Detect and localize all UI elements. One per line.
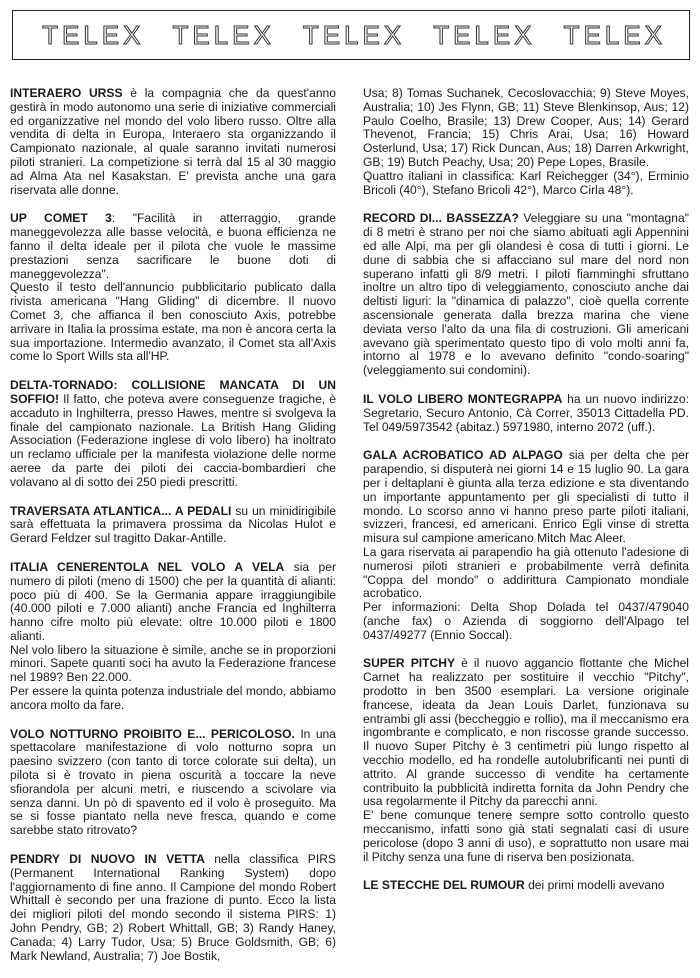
article-text: Quattro italiani in classifica: Karl Reichegger (34°), Erminio Bricoli (40°), Stefano Bricoli 42°), Marco Cirla 48°). (363, 168, 689, 197)
article-paragraph (363, 546, 689, 601)
article-headline: IL VOLO LIBERO MONTEGRAPPA (363, 391, 563, 406)
article-item (363, 879, 689, 893)
article-headline: GALA ACROBATICO AD ALPAGO (363, 448, 563, 463)
article-paragraph (363, 393, 689, 434)
article-item (10, 561, 336, 713)
article-text: In una spettacolare manifestazione di volo notturno sopra un paesino svizzero (con tanto di torce colorate sui delta), un pilota si è trovato in piena oscurità a toccare la neve sfiorandola per alcuni metri, e riuscendo a scivolare via senza danni. Un pò di spavento ed il volo è proseguito. Ma se si fosse piantato nella neve fresca, quando e come sarebbe stato ritrovato? (10, 726, 337, 838)
article-paragraph (10, 212, 336, 281)
article-item (363, 393, 689, 434)
article-text: E' bene comunque tenere sempre sotto controllo questo meccanismo, infatti sono già stati segnalati casi di usure pericolose (dopo 3 anni di uso), e soprattutto non usare mai il Pitchy senza una fune di riserva ben posizionata. (363, 808, 689, 864)
article-text: Per informazioni: Delta Shop Dolada tel 0437/479040 (anche fax) o Azienda di soggiorno dell'Alpago tel 0437/49277 (Ennio Soccal). (363, 600, 689, 642)
article-paragraph (10, 685, 336, 713)
article-paragraph (10, 87, 336, 197)
article-item (10, 505, 336, 546)
telex-header-box (12, 10, 690, 60)
article-text: è la compagnia che da quest'anno gestirà in modo autonomo una serie di iniziative commerciali ed organizzative nel mondo del volo libero russo. Oltre alla vendita di delta in Europa, Interaero sta organizzando il Campionato nazionale, al quale saranno invitati numerosi piloti stranieri. La competizione si terrà dal 15 al 30 maggio ad Alma Ata nel Kasakstan. E' prevista anche una gara riservata alle donne. (10, 86, 336, 197)
right-column (363, 87, 689, 908)
article-text: La gara riservata ai parapendio ha già ottenuto l'adesione di numerosi piloti stranieri e probabilmente verrà definita "Coppa del mondo" o addirittura Campionato mondiale acrobatico. (363, 544, 689, 601)
article-text: sia per delta che per parapendio, si disputerà nei giorni 14 e 15 luglio 90. La gara per i deltaplani è giunta alla terza edizione e sta diventando un importante appuntamento per gli specialisti di tutto il mondo. Lo scorso anno vi hanno preso parte piloti italiani, svizzeri, francesi, ed americani. Enrico Egli vinse di stretta misura sul campione americano Mitch Mac Aleer. (363, 448, 689, 546)
article-item (363, 449, 689, 642)
article-text: su un minidirigibile sarà effettuata la primavera prossima da Nicolas Hulot e Gerard Feldzer sul tragitto Dakar-Antille. (10, 503, 336, 546)
article-headline: VOLO NOTTURNO PROIBITO E... PERICOLOSO. (10, 726, 295, 741)
article-headline: DELTA-TORNADO: COLLISIONE MANCATA DI UN SOFFIO! (10, 378, 336, 406)
article-text: : "Facilità in atterraggio, grande maneggevolezza alle basse velocità, e buona efficienza ne fanno il delta ideale per il pilota che vuole le massime prestazioni senza sacrificare le buone doti di maneggevolezza". (10, 211, 336, 281)
article-paragraph (10, 644, 336, 685)
article-text: Nel volo libero la situazione è simile, anche se in proporzioni minori. Sapete quanti soci ha avuto la Federazione francese nel 1989? Ben 22.000. (10, 642, 336, 685)
article-paragraph (10, 281, 336, 364)
article-text: sia per numero di piloti (meno di 1500) che per la quantità di alianti: poco più di 400. Se la Germania appare irraggiungibile (40.000 piloti e 7.000 alianti) anche Francia ed Inghilterra hanno cifre molto più elevate: oltre 10.000 piloti e 1800 alianti. (10, 559, 336, 643)
article-text: Il fatto, che poteva avere conseguenze tragiche, è accaduto in Inghilterra, presso Hawes, mentre si svolgeva la finale del campionato nazionale. La British Hang Gliding Association (Federazione inglese di volo libero) ha inoltrato un reclamo ufficiale per la manifesta violazione delle norme aeree da parte dei piloti dei caccia-bombardieri che volavano al di sotto dei 250 piedi prescritti. (10, 391, 336, 489)
article-item (10, 728, 336, 838)
article-headline: ITALIA CENERENTOLA NEL VOLO A VELA (10, 559, 285, 574)
article-text: Usa; 8) Tomas Suchanek, Cecoslovacchia; 9) Steve Moyes, Australia; 10) Jes Flynn, GB; 11) Steve Blenkinsop, Aus; 12) Paulo Coelho, Brasile; 13) Drew Cooper, Aus; 14) Gerard Thevenot, Francia; 15) Chris Arai, Usa; 16) Howard Osterlund, Usa; 17) Rick Duncan, Aus; 18) Darren Arkwright, GB; 19) Butch Peachy, Usa; 20) Pepe Lopes, Brasile. (363, 86, 689, 169)
article-paragraph (363, 809, 689, 864)
article-item (10, 212, 336, 364)
article-paragraph (10, 505, 336, 546)
article-text: Per essere la quinta potenza industriale del mondo, abbiamo ancora molto da fare. (10, 684, 336, 712)
article-text: è il nuovo aggancio flottante che Michel Carnet ha realizzato per sostituire il vecchio "Pitchy", prodotto in ben 3500 esemplari. La versione originale francese, ideata da Jean Louis Darlet, funzionava su entrambi gli assi (beccheggio e rollio), ma il meccanismo era ingombrante e complicato, e non riscosse grande successo. Il nuovo Super Pitchy è 3 centimetri più lungo rispetto al vecchio modello, ed ha rondelle autolubrificanti nei punti di attrito. Al grande successo di vendite ha certamente contribuito la pubblicità indiretta fornita da John Pendry che usa regolarmente il Pitchy da parecchi anni. (363, 656, 689, 809)
article-paragraph (10, 728, 336, 838)
article-headline: RECORD DI... BASSEZZA? (363, 211, 519, 226)
article-headline: LE STECCHE DEL RUMOUR (363, 878, 525, 893)
article-paragraph (363, 657, 689, 809)
article-text: ha un nuovo indirizzo: Segretario, Securo Antonio, Cà Correr, 35013 Cittadella PD. Tel 049/5973542 (abitaz.) 5971980, interno 2072 (uff.). (363, 391, 690, 434)
article-paragraph (363, 170, 689, 198)
left-column (10, 87, 336, 978)
article-text: Veleggiare su una "montagna" di 8 metri è strano per noi che siamo abituati agli Appennini ed alle Alpi, ma per gli olandesi è cosa di tutti i giorni. Le dune di sabbia che si affacciano sul mare del nord non superano infatti gli 8/9 metri. I piloti fiamminghi sfruttano inoltre un altro tipo di veleggiamento, conosciuto anche dai deltisti liguri: la "dinamica di palazzo", cioè quella corrente ascensionale generata dalla brezza marina che viene deviata verso l'alto da una fila di costruzioni. Gli americani avevano già sperimentato questo tipo di volo molti anni fa, intorno al 1978 e lo avevano definito "condo-soaring" (veleggiamento sui condomini). (363, 211, 689, 378)
article-headline: UP COMET 3 (10, 211, 112, 226)
telex-word: TELEX (433, 19, 536, 50)
article-item (10, 379, 336, 489)
article-paragraph (363, 879, 689, 893)
article-item (10, 853, 336, 963)
article-paragraph (363, 87, 689, 170)
article-item (363, 212, 689, 378)
article-paragraph (363, 449, 689, 546)
article-paragraph (10, 853, 336, 963)
article-paragraph (363, 212, 689, 378)
article-paragraph (363, 601, 689, 642)
article-text: nella classifica PIRS (Permanent International Ranking System) dopo l'aggiornamento di fine anno. Il Campione del mondo Robert Whittall è secondo per una frazione di punto. Ecco la lista dei migliori piloti del mondo secondo il sistema PIRS: 1) John Pendry, GB; 2) Robert Whittall, GB; 3) Randy Haney, Canada; 4) Larry Tudor, Usa; 5) Bruce Goldsmith, GB; 6) Mark Newland, Australia; 7) Joe Bostik, (10, 852, 336, 963)
article-text: dei primi modelli avevano (524, 878, 665, 893)
article-paragraph (10, 561, 336, 644)
article-text: Questo il testo dell'annuncio pubblicitario publicato dalla rivista americana "Hang Gliding" di dicembre. Il nuovo Comet 3, che affianca il ben conosciuto Axis, potrebbe arrivare in Italia la prossima estate, ma non è ancora certa la sua importazione. Intermedio avanzato, il Comet sta all'Axis come lo Sport Wills sta all'HP. (10, 280, 336, 364)
telex-word: TELEX (302, 19, 406, 50)
telex-word: TELEX (42, 19, 145, 50)
article-headline: PENDRY DI NUOVO IN VETTA (10, 852, 205, 867)
telex-word: TELEX (563, 19, 666, 50)
article-paragraph (10, 379, 336, 489)
article-item (363, 87, 689, 197)
telex-word: TELEX (172, 19, 275, 50)
article-item (363, 657, 689, 864)
article-headline: SUPER PITCHY (363, 656, 456, 671)
article-headline: TRAVERSATA ATLANTICA... A PEDALI (10, 503, 232, 518)
article-item (10, 87, 336, 197)
article-headline: INTERAERO URSS (10, 86, 123, 100)
telex-header-row (36, 20, 666, 51)
